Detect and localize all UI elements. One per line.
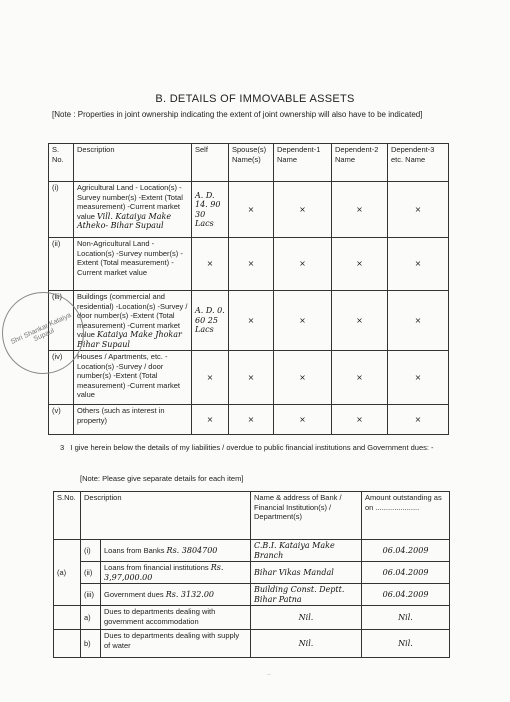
cross-mark: × <box>388 182 449 238</box>
col-dependent-1: Dependent-1 Name <box>274 144 332 182</box>
section-text: I give herein below the details of my liabilities / overdue to public financial institutions and Government dues: - <box>70 443 434 452</box>
row-description: Non-Agricultural Land - Location(s) -Survey number(s) -Extent (Total measurement) -Current market value <box>74 238 192 291</box>
row-description: Dues to departments dealing with supply of water <box>101 630 251 658</box>
assets-header-row <box>49 144 449 182</box>
liabilities-header-row <box>54 492 450 540</box>
table-row <box>49 351 449 405</box>
cross-mark: × <box>332 238 388 291</box>
cross-mark: × <box>229 291 274 351</box>
bank-name: Bihar Vikas Mandal <box>251 562 362 584</box>
self-value: A. D. 14. 90 30 Lacs <box>192 182 229 238</box>
col-spouse: Spouse(s) Name(s) <box>229 144 274 182</box>
col-self: Self <box>192 144 229 182</box>
col-sno: S.No. <box>54 492 81 540</box>
row-description: Government dues Rs. 3132.00 <box>101 584 251 606</box>
bank-name: Building Const. Deptt. Bihar Patna <box>251 584 362 606</box>
cross-mark: × <box>388 405 449 435</box>
col-description: Description <box>74 144 192 182</box>
row-description: Loans from financial institutions Rs. 3,97,000.00 <box>101 562 251 584</box>
cross-mark: × <box>229 182 274 238</box>
row-description: Others (such as interest in property) <box>74 405 192 435</box>
col-dependent-2: Dependent-2 Name <box>332 144 388 182</box>
ownership-note: [Note : Properties in joint ownership indicating the extent of joint ownership will also have to be indicated] <box>52 110 423 119</box>
cross-mark: × <box>274 238 332 291</box>
as-on-date: 06.04.2009 <box>362 562 450 584</box>
bank-name: C.B.I. Kataiya Make Branch <box>251 540 362 562</box>
col-sno: S. No. <box>49 144 74 182</box>
cross-mark: × <box>274 405 332 435</box>
handwritten-location: Kataiya Make Jhokar Bihar Supaul <box>77 330 182 349</box>
row-description: Houses / Apartments, etc. - Location(s) -Survey / door number(s) -Extent (Total measurement) -Current market value <box>74 351 192 405</box>
col-dependent-3: Dependent-3 etc. Name <box>388 144 449 182</box>
handwritten-amount: Rs. 3132.00 <box>165 589 215 599</box>
cross-mark: × <box>229 351 274 405</box>
cross-mark: × <box>332 182 388 238</box>
cross-mark: × <box>274 351 332 405</box>
cross-mark: × <box>332 351 388 405</box>
cross-mark: × <box>192 405 229 435</box>
amount-value: Nil. <box>362 606 450 630</box>
table-row <box>54 606 450 630</box>
table-row <box>49 405 449 435</box>
cross-mark: × <box>388 238 449 291</box>
cross-mark: × <box>229 405 274 435</box>
row-sub-number: a) <box>81 606 101 630</box>
row-sub-number: b) <box>81 630 101 658</box>
cross-mark: × <box>388 351 449 405</box>
blank-cell <box>54 630 81 658</box>
row-description: Agricultural Land - Location(s) -Survey number(s) -Extent (Total measurement) -Current market value Vill. Kataiya Make Atheko- Bihar Supaul <box>74 182 192 238</box>
table-row <box>49 291 449 351</box>
bank-name: Nil. <box>251 606 362 630</box>
handwritten-amount: Rs. 3,97,000.00 <box>104 563 224 582</box>
rubber-stamp: Shri Shankar Kataiya Supaul <box>0 279 97 388</box>
amount-value: Nil. <box>362 630 450 658</box>
cross-mark: × <box>332 405 388 435</box>
page-mark: .. <box>267 670 271 677</box>
col-description: Description <box>81 492 251 540</box>
col-bank-name: Name & address of Bank / Financial Institution(s) / Department(s) <box>251 492 362 540</box>
cross-mark: × <box>192 351 229 405</box>
as-on-date: 06.04.2009 <box>362 584 450 606</box>
handwritten-location: Vill. Kataiya Make Atheko- Bihar Supaul <box>77 211 172 230</box>
group-sno: (a) <box>54 540 81 606</box>
bank-name: Nil. <box>251 630 362 658</box>
section-number: 3 <box>60 443 65 452</box>
liabilities-intro <box>60 443 460 453</box>
liabilities-table <box>53 491 450 658</box>
section-heading: B. DETAILS OF IMMOVABLE ASSETS <box>155 93 355 105</box>
table-row <box>54 630 450 658</box>
handwritten-amount: Rs. 3804700 <box>166 545 218 555</box>
row-sub-number: (i) <box>81 540 101 562</box>
col-amount-outstanding: Amount outstanding as on ..................... <box>362 492 450 540</box>
cross-mark: × <box>229 238 274 291</box>
self-value: A. D. 0. 60 25 Lacs <box>192 291 229 351</box>
immovable-assets-table <box>48 143 449 435</box>
cross-mark: × <box>388 291 449 351</box>
row-description: Buildings (commercial and residential) -Location(s) -Survey / door number(s) -Extent (Total measurement) -Current market value Kataiya Make Jhokar Bihar Supaul <box>74 291 192 351</box>
row-description: Dues to departments dealing with government accommodation <box>101 606 251 630</box>
table-row <box>54 584 450 606</box>
as-on-date: 06.04.2009 <box>362 540 450 562</box>
row-sno: (v) <box>49 405 74 435</box>
cross-mark: × <box>274 182 332 238</box>
cross-mark: × <box>332 291 388 351</box>
row-sno: (iv) <box>49 351 74 405</box>
row-sub-number: (iii) <box>81 584 101 606</box>
cross-mark: × <box>192 238 229 291</box>
table-row <box>54 540 450 562</box>
cross-mark: × <box>274 291 332 351</box>
row-sno: (iii) <box>49 291 74 351</box>
table-row <box>54 562 450 584</box>
row-description: Loans from Banks Rs. 3804700 <box>101 540 251 562</box>
row-sub-number: (ii) <box>81 562 101 584</box>
row-sno: (ii) <box>49 238 74 291</box>
row-sno: (i) <box>49 182 74 238</box>
table-row <box>49 182 449 238</box>
table-row <box>49 238 449 291</box>
liabilities-note: [Note: Please give separate details for each item] <box>80 474 244 483</box>
blank-cell <box>54 606 81 630</box>
